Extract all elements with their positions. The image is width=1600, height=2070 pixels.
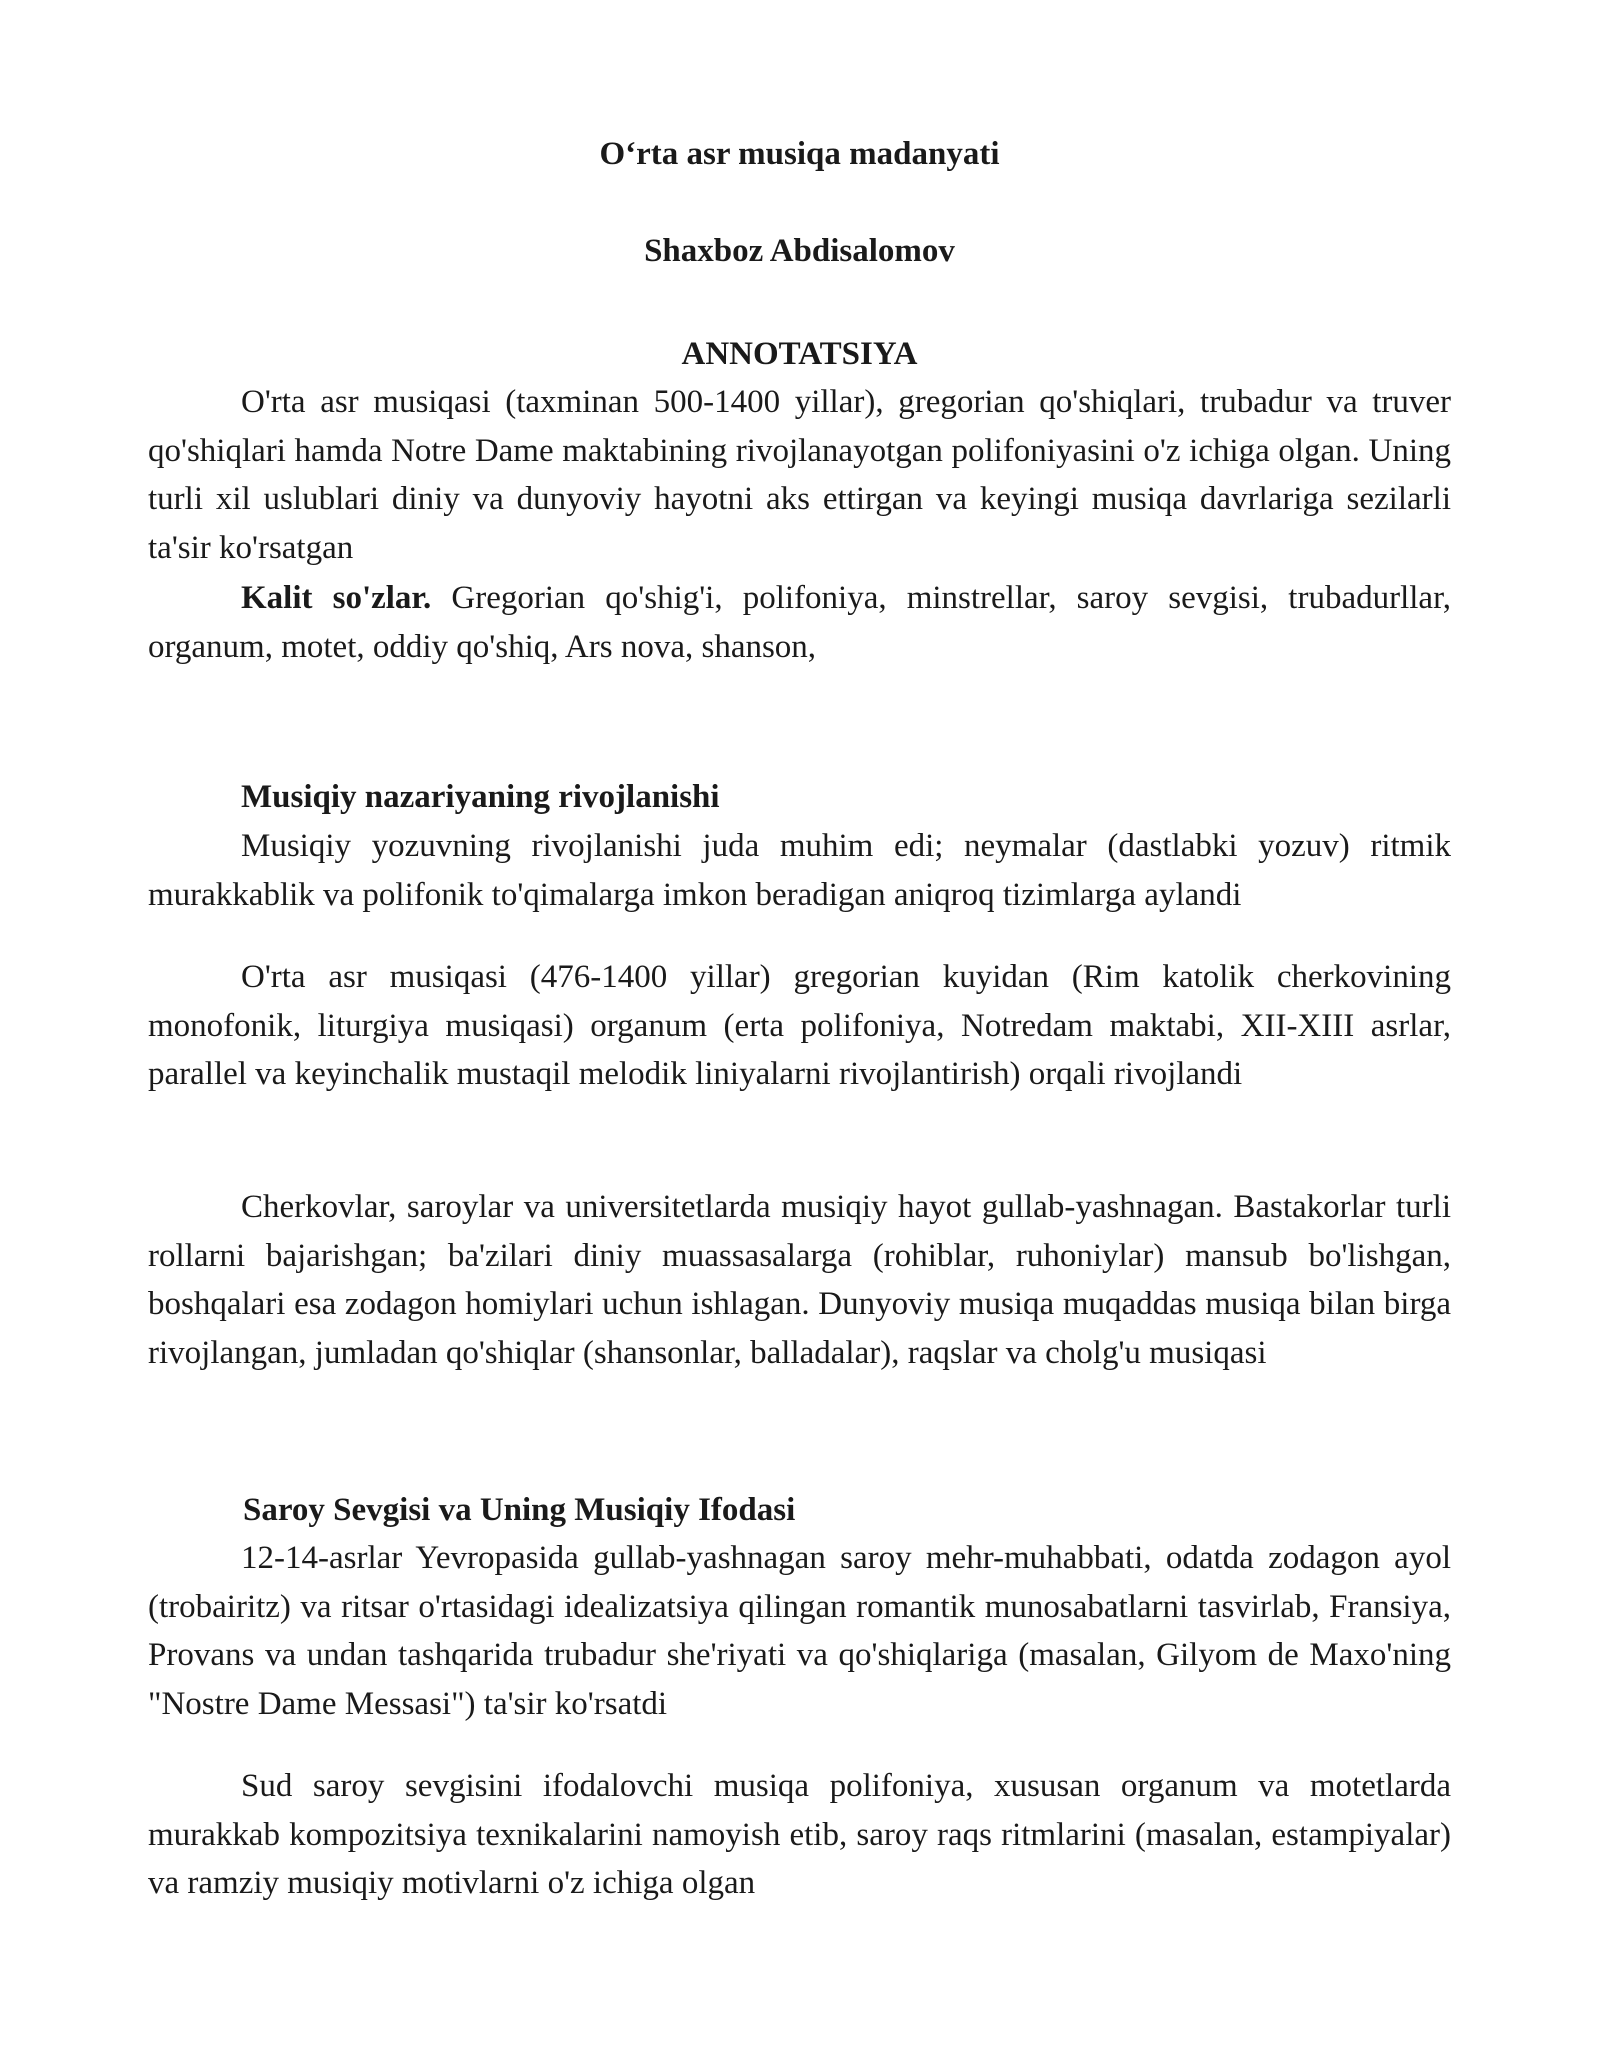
- section2-paragraph-1: 12-14-asrlar Yevropasida gullab-yashnagan saroy mehr-muhabbati, odatda zodagon ayol (trobairitz) va ritsar o'rtasidagi idealizatsiya qilingan romantik munosabatlarni tasvirlab, Fransiya, Provans va undan tashqarida trubadur she'riyati va qo'shiqlariga (masalan, Gilyom de Maxo'ning "Nostre Dame Messasi") ta'sir ko'rsatdi: [148, 1540, 1451, 1722]
- keywords-label: Kalit so'zlar.: [241, 580, 432, 616]
- document-title: O‘rta asr musiqa madanyati: [599, 136, 1000, 172]
- section1-paragraph-1: Musiqiy yozuvning rivojlanishi juda muhim edi; neymalar (dastlabki yozuv) ritmik murakkablik va polifonik to'qimalarga imkon beradigan aniqroq tizimlarga aylandi: [148, 828, 1451, 913]
- section1-paragraph-3: Cherkovlar, saroylar va universitetlarda musiqiy hayot gullab-yashnagan. Bastakorlar turli rollarni bajarishgan; ba'zilari diniy muassasalarga (rohiblar, ruhoniylar) mansub bo'lishgan, boshqalari esa zodagon homiylari uchun ishlagan. Dunyoviy musiqa muqaddas musiqa bilan birga rivojlangan, jumladan qo'shiqlar (shansonlar, balladalar), raqslar va cholg'u musiqasi: [148, 1189, 1451, 1371]
- keywords-list: Gregorian qo'shig'i, polifoniya, minstrellar, saroy sevgisi, trubadurllar, organum, motet, oddiy qo'shiq, Ars nova, shanson,: [148, 580, 1451, 665]
- keywords-paragraph: [148, 574, 1451, 671]
- section-heading-courtly-love: Saroy Sevgisi va Uning Musiqiy Ifodasi: [243, 1492, 796, 1528]
- author-name: Shaxboz Abdisalomov: [644, 233, 955, 269]
- annotation-heading: ANNOTATSIYA: [681, 336, 918, 372]
- section2-paragraph-2: Sud saroy sevgisini ifodalovchi musiqa polifoniya, xususan organum va motetlarda murakkab kompozitsiya texnikalarini namoyish etib, saroy raqs ritmlarini (masalan, estampiyalar) va ramziy musiqiy motivlarni o'z ichiga olgan: [148, 1768, 1451, 1901]
- section-heading-music-theory: Musiqiy nazariyaning rivojlanishi: [241, 779, 720, 815]
- annotation-paragraph: O'rta asr musiqasi (taxminan 500-1400 yillar), gregorian qo'shiqlari, trubadur va truver qo'shiqlari hamda Notre Dame maktabining rivojlanayotgan polifoniyasini o'z ichiga olgan. Uning turli xil uslublari diniy va dunyoviy hayotni aks ettirgan va keyingi musiqa davrlariga sezilarli ta'sir ko'rsatgan: [148, 384, 1451, 566]
- section1-paragraph-2: O'rta asr musiqasi (476-1400 yillar) gregorian kuyidan (Rim katolik cherkovining monofonik, liturgiya musiqasi) organum (erta polifoniya, Notredam maktabi, XII-XIII asrlar, parallel va keyinchalik mustaqil melodik liniyalarni rivojlantirish) orqali rivojlandi: [148, 959, 1451, 1092]
